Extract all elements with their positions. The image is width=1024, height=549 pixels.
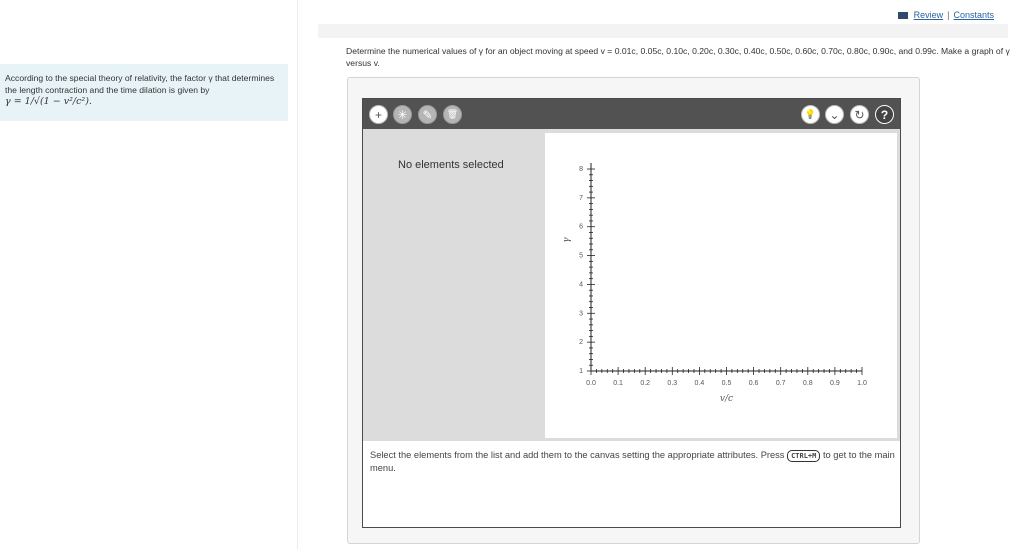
x-tick-label: 0.5 (721, 380, 732, 387)
plus-icon: + (374, 107, 382, 122)
top-links (898, 10, 994, 20)
reset-icon: ↻ (854, 107, 865, 122)
more-options-button[interactable] (825, 105, 844, 124)
x-tick-label: 0.0 (586, 380, 596, 387)
x-tick-label: 0.7 (775, 380, 786, 387)
top-strip (318, 24, 1008, 38)
y-tick-label: 5 (579, 252, 583, 260)
instructions (370, 449, 895, 475)
x-tick-label: 0.9 (830, 380, 840, 387)
x-tick-label: 0.4 (694, 380, 705, 387)
x-tick-label: 0.3 (667, 380, 678, 387)
link-separator: | (947, 10, 950, 20)
x-tick-label: 0.2 (640, 380, 651, 387)
y-axis-label: γ (562, 237, 572, 243)
book-icon (898, 12, 908, 19)
chevron-down-icon: ⌄ (829, 107, 840, 122)
left-panel-divider (297, 0, 298, 549)
y-tick-label: 3 (579, 310, 583, 318)
shortcut-key: CTRL+M (787, 450, 820, 462)
instructions-text: Select the elements from the list and add them to the canvas setting the appropriate attributes. Press (370, 450, 785, 460)
reset-button[interactable] (850, 105, 869, 124)
trash-icon: 🗑 (446, 109, 459, 119)
edit-icon: ✎ (422, 107, 433, 122)
constants-link[interactable]: Constants (953, 10, 994, 20)
lines-icon: ✳ (397, 107, 408, 122)
tool-toolbar (363, 99, 900, 129)
lightbulb-icon: 💡 (804, 109, 817, 119)
graphing-tool (362, 98, 901, 528)
x-tick-label: 1.0 (857, 380, 867, 387)
lines-tool-button[interactable] (393, 105, 412, 124)
hint-button[interactable] (801, 105, 820, 124)
help-icon: ? (880, 107, 889, 122)
graph-area (542, 129, 900, 441)
graph-canvas[interactable] (545, 133, 897, 438)
y-tick-label: 8 (579, 166, 583, 173)
intro-box (0, 64, 288, 121)
x-tick-label: 0.8 (802, 380, 813, 387)
instructions-text-end: to get to the main menu. (370, 450, 895, 473)
edit-tool-button[interactable] (418, 105, 437, 124)
element-list-panel (363, 129, 542, 441)
x-tick-label: 0.6 (748, 380, 759, 387)
no-selection-message: No elements selected (398, 159, 504, 171)
question-text: Determine the numerical values of γ for an object moving at speed v = 0.01c, 0.05c, 0.10c, 0.20c, 0.30c, 0.40c, 0.50c, 0.60c, 0.70c, 0.80c, 0.90c, and 0.99c. Make a graph of γ versus v. (346, 46, 1010, 68)
gamma-vs-v-chart[interactable] (545, 133, 897, 438)
y-tick-label: 7 (579, 194, 583, 202)
help-button[interactable] (875, 105, 894, 124)
y-tick-label: 4 (579, 281, 583, 289)
x-tick-label: 0.1 (613, 380, 623, 387)
y-tick-label: 6 (579, 223, 583, 231)
y-tick-label: 2 (579, 339, 583, 347)
review-link[interactable]: Review (913, 10, 944, 20)
intro-text: According to the special theory of relativity, the factor γ that determines the length contraction and the time dilation is given by (5, 73, 275, 95)
x-axis-label: v/c (719, 394, 734, 404)
gamma-formula: γ = 1/√(1 − v²/c²). (5, 96, 92, 107)
add-element-button[interactable] (369, 105, 388, 124)
y-tick-label: 1 (579, 368, 583, 375)
delete-button[interactable] (443, 105, 462, 124)
